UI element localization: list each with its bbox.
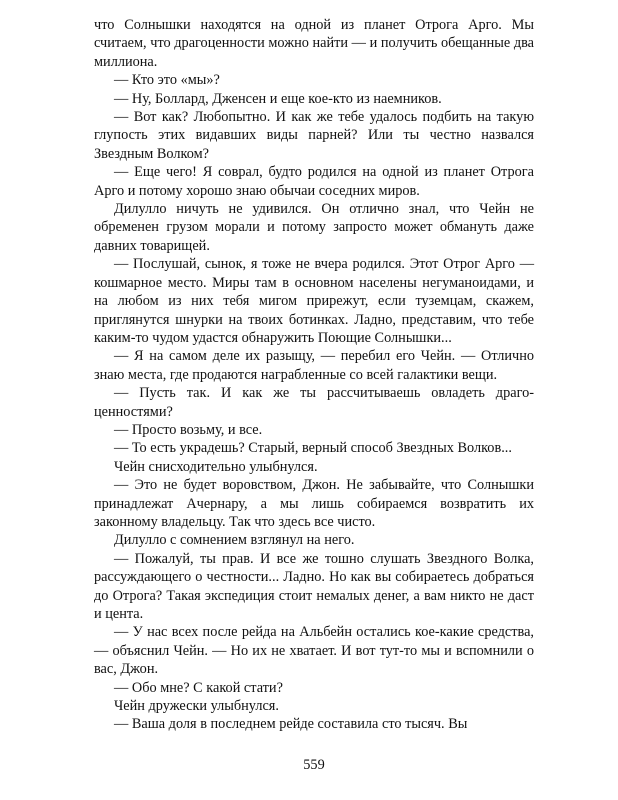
paragraph: Чейн дружески улыбнулся. xyxy=(114,698,279,715)
book-page xyxy=(94,16,534,784)
paragraph: — У нас всех после рейда на Альбейн остались кое-какие средства, — объяснил Чейн. — Но их не хватает. И вот тут-то мы и вспомнили о вас, Джон. xyxy=(94,624,534,678)
paragraph: Чейн снисходительно улыбнулся. xyxy=(114,458,318,475)
paragraph: Дилулло ничуть не удивился. Он отлично знал, что Чейн не обременен грузом морали и потому запросто может обмануть даже давних товарищей. xyxy=(94,201,534,254)
paragraph: что Солнышки находятся на одной из планет Отрога Арго. Мы считаем, что драгоценности можно найти — и получить обещанные два миллиона. xyxy=(94,17,534,70)
paragraph: — Ваша доля в последнем рейде составила сто тысяч. Вы xyxy=(114,716,468,733)
page-number: 559 xyxy=(303,757,325,773)
paragraph: — Обо мне? С какой стати? xyxy=(114,679,283,696)
paragraph: — Еще чего! Я соврал, будто родился на одной из планет Отрога Арго и потому хорошо знаю обычаи соседних миров. xyxy=(94,164,534,199)
paragraph: — Послушай, сынок, я тоже не вчера родился. Этот Отрог Арго — кошмарное место. Миры там в основном населены негуманоидами, и на любом из них тебя мигом прирежут, если туземцам, скажем, приглянутся шнурки на твоих ботинках. Ладно, представим, что тебе каким-то чудом удастся обнаружить Поющие Солнышки... xyxy=(94,256,534,346)
body-text xyxy=(94,16,534,734)
paragraph: — Просто возьму, и все. xyxy=(114,421,263,438)
paragraph: — Пусть так. И как же ты рассчитываешь овладеть драгоценностями? xyxy=(94,385,534,420)
paragraph: — Вот как? Любопытно. И как же тебе удалось подбить на такую глупость этих видавших виды парней? Или ты честно назвался Звездным Волком? xyxy=(94,109,534,162)
paragraph: — То есть украдешь? Старый, верный способ Звездных Волков... xyxy=(114,440,512,457)
paragraph: — Я на самом деле их разыщу, — перебил его Чейн. — Отлично знаю места, где продаются награбленные со всей галактики вещи. xyxy=(94,348,534,383)
paragraph: — Это не будет воровством, Джон. Не забывайте, что Солнышки принадлежат Ачернару, а мы лишь собираемся возвратить их законному владельцу. Так что здесь все чисто. xyxy=(94,477,534,530)
paragraph: — Ну, Боллард, Дженсен и еще кое-кто из наемников. xyxy=(114,90,442,107)
paragraph: — Пожалуй, ты прав. И все же тошно слушать Звездного Волка, рассуждающего о честности... Ладно. Но как вы собираетесь добраться до Отрога? Такая экспедиция стоит немалых денег, а вам никто не даст и цента. xyxy=(94,550,534,622)
paragraph: — Кто это «мы»? xyxy=(114,72,220,89)
paragraph: Дилулло с сомнением взглянул на него. xyxy=(114,532,355,549)
